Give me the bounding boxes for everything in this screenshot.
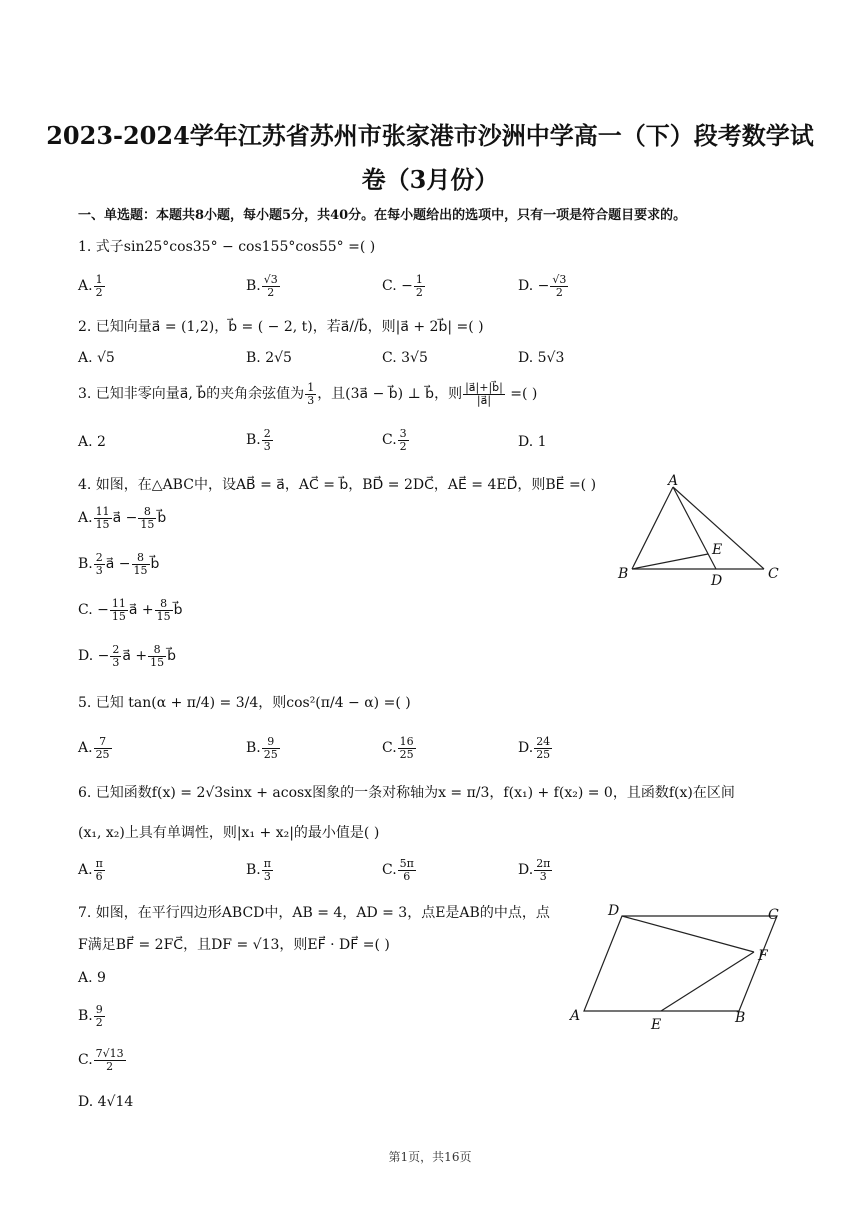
question-1-option-d: D. − $\frac{√3}{2}$ <box>518 273 567 299</box>
question-3-option-a: A. 2 <box>78 434 106 450</box>
label-d: D <box>711 573 723 589</box>
question-4-option-b: B. $\frac{2}{3}$ a⃗ − $\frac{8}{15}$ b⃗ <box>78 551 160 577</box>
segment-ef <box>661 952 754 1011</box>
label-a: A <box>668 473 679 489</box>
question-4-option-a: A. $\frac{11}{15}$ a⃗ − $\frac{8}{15}$ b⃗ <box>78 505 167 531</box>
question-5-option-d: D. $\frac{24}{25}$ <box>518 735 551 761</box>
question-2-stem: 2. 已知向量a⃗ = (1,2)，b⃗ = ( − 2, t)，若a⃗//b⃗，则|a⃗ + 2b⃗| =( ) <box>78 319 484 335</box>
question-6-option-d: D. $\frac{2\pi}{3}$ <box>518 857 551 883</box>
parallelogram-outline <box>584 916 777 1011</box>
question-7-option-b: B. $\frac{9}{2}$ <box>78 1003 103 1029</box>
question-2-option-a: A. √5 <box>78 350 115 366</box>
question-7-stem-line2: F满足BF⃗ = 2FC⃗，且DF = √13，则EF⃗ · DF⃗ =( ) <box>78 937 390 953</box>
triangle-abc-figure <box>600 470 800 595</box>
question-6-option-a: A. $\frac{\pi}{6}$ <box>78 857 103 883</box>
question-5-option-b: B. $\frac{9}{25}$ <box>246 735 278 761</box>
question-3-option-d: D. 1 <box>518 434 547 450</box>
segment-be <box>632 554 708 569</box>
question-3-option-b: B. $\frac{2}{3}$ <box>246 427 271 453</box>
question-1-option-c: C. − $\frac{1}{2}$ <box>382 273 423 299</box>
question-1-option-a: A. $\frac{1}{2}$ <box>78 273 103 299</box>
label-d: D <box>608 903 620 919</box>
question-6-stem-line1: 6. 已知函数f(x) = 2√3sinx + acosx图象的一条对称轴为x = π/3，f(x₁) + f(x₂) = 0，且函数f(x)在区间 <box>78 785 735 801</box>
segment-ab <box>632 487 673 569</box>
question-6-option-c: C. $\frac{5\pi}{6}$ <box>382 857 414 883</box>
page-footer: 第1页，共16页 <box>388 1150 472 1164</box>
question-2-option-b: B. 2√5 <box>246 350 292 366</box>
question-3-stem: 3. 已知非零向量a⃗, b⃗的夹角余弦值为 $\frac{1}{3}$ ，且(3a⃗ − b⃗) ⊥ b⃗，则 $\frac{|a⃗|+|b⃗|}{|a⃗|}$ =( ) <box>78 381 538 407</box>
question-4-option-c: C. − $\frac{11}{15}$ a⃗ + $\frac{8}{15}$ b⃗ <box>78 597 183 623</box>
question-3-option-c: C. $\frac{3}{2}$ <box>382 427 407 453</box>
question-7-option-c: C. $\frac{7√13}{2}$ <box>78 1047 124 1073</box>
label-c: C <box>768 566 779 582</box>
question-6-stem-line2: (x₁, x₂)上具有单调性，则|x₁ + x₂|的最小值是( ) <box>78 825 380 841</box>
label-a: A <box>570 1008 581 1024</box>
question-4-stem: 4. 如图，在△ABC中，设AB⃗ = a⃗，AC⃗ = b⃗，BD⃗ = 2DC⃗，AE⃗ = 4ED⃗，则BE⃗ =( ) <box>78 477 597 493</box>
question-7-option-d: D. 4√14 <box>78 1094 134 1110</box>
label-c: C <box>768 907 779 923</box>
section-heading: 一、单选题：本题共8小题，每小题5分，共40分。在每小题给出的选项中，只有一项是符合题目要求的。 <box>78 208 687 223</box>
parallelogram-abcd-figure <box>565 900 785 1035</box>
question-5-option-c: C. $\frac{16}{25}$ <box>382 735 414 761</box>
page-title-line1: 2023-2024学年江苏省苏州市张家港市沙洲中学高一（下）段考数学试 <box>46 121 814 150</box>
question-7-option-a: A. 9 <box>78 970 106 986</box>
question-2-option-c: C. 3√5 <box>382 350 428 366</box>
label-f: F <box>758 948 768 964</box>
question-7-stem-line1: 7. 如图，在平行四边形ABCD中，AB = 4，AD = 3，点E是AB的中点，点 <box>78 905 550 921</box>
segment-df <box>622 916 754 952</box>
question-1-option-b: B. $\frac{√3}{2}$ <box>246 273 278 299</box>
question-5-option-a: A. $\frac{7}{25}$ <box>78 735 110 761</box>
question-1-stem: 1. 式子sin25°cos35° − cos155°cos55° =( ) <box>78 239 376 255</box>
label-e: E <box>651 1017 662 1033</box>
label-b: B <box>735 1010 746 1026</box>
question-5-stem: 5. 已知 tan(α + π/4) = 3/4，则cos²(π/4 − α) =( ) <box>78 695 411 711</box>
page-title-line2: 卷（3月份） <box>361 165 499 194</box>
label-b: B <box>618 566 629 582</box>
label-e: E <box>712 542 723 558</box>
question-6-option-b: B. $\frac{\pi}{3}$ <box>246 857 271 883</box>
question-4-option-d: D. − $\frac{2}{3}$ a⃗ + $\frac{8}{15}$ b⃗ <box>78 643 177 669</box>
question-2-option-d: D. 5√3 <box>518 350 565 366</box>
